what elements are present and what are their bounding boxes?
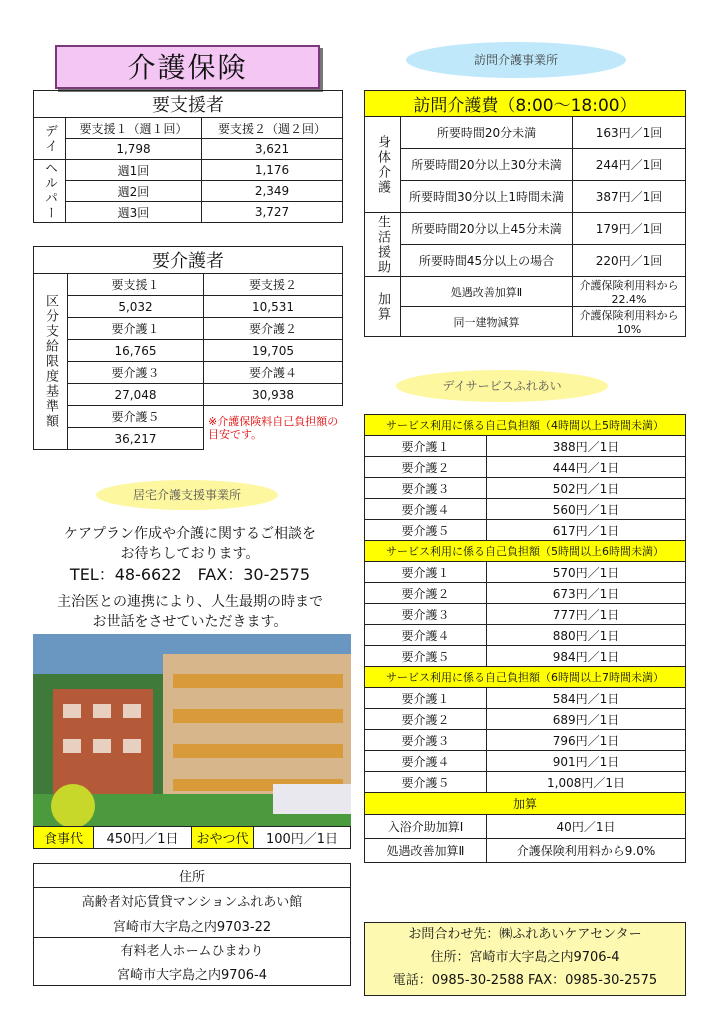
meal-label: 食事代: [34, 827, 94, 849]
contact-line: 電話：0985-30-2588 FAX：0985-30-2575: [392, 973, 658, 988]
day-row-price: 1,008円／1日: [487, 772, 686, 793]
shintai-row-label: 所要時間20分未満: [401, 117, 573, 149]
address-table: [33, 863, 351, 986]
desc-line: 主治医との連携により、人生最期の時まで: [57, 594, 323, 610]
helper-label: ヘルパー: [34, 160, 66, 223]
homon-table: [364, 90, 686, 337]
building-illustration: [33, 634, 351, 826]
day-row-label: 要介護２: [365, 709, 487, 730]
kaigo-cell: 10,531: [204, 296, 343, 318]
day-row-price: 584円／1日: [487, 688, 686, 709]
kasan-label: 加算: [365, 277, 401, 337]
shintai-row-label: 所要時間30分以上1時間未満: [401, 181, 573, 213]
seikatsu-row-label: 所要時間20分以上45分未満: [401, 213, 573, 245]
snack-value: 100円／1日: [254, 827, 351, 849]
homon-cloud: 訪問介護事業所: [408, 44, 624, 76]
helper-row-value: 1,176: [202, 160, 343, 181]
day-kasan-label: 入浴介助加算Ⅰ: [365, 815, 487, 839]
helper-row-label: 週3回: [66, 202, 202, 223]
day-row-label: 要介護１: [365, 688, 487, 709]
day-cloud: デイサービスふれあい: [398, 372, 606, 400]
day-row-price: 777円／1日: [487, 604, 686, 625]
day-row-label: 要介護４: [365, 625, 487, 646]
kaigo-cell: 36,217: [68, 428, 204, 450]
kasan-row-label: 同一建物減算: [401, 307, 573, 337]
seikatsu-row-label: 所要時間45分以上の場合: [401, 245, 573, 277]
kaigo-cell: 16,765: [68, 340, 204, 362]
kaigo-cell: 要介護１: [68, 318, 204, 340]
kaigo-cell: 要支援２: [204, 274, 343, 296]
kaigo-cell: 要介護２: [204, 318, 343, 340]
day-row-label: 要介護５: [365, 646, 487, 667]
day-row-label: 要介護４: [365, 499, 487, 520]
kyotaku-desc: [35, 524, 345, 564]
shien-col1: 要支援１（週１回）: [66, 118, 202, 139]
kaigo-cell: 30,938: [204, 384, 343, 406]
shien-table: [33, 90, 343, 223]
shintai-row-price: 244円／1回: [573, 149, 686, 181]
day-row-price: 617円／1日: [487, 520, 686, 541]
kaigo-cell: 5,032: [68, 296, 204, 318]
desc-line: お待ちしております。: [120, 546, 260, 562]
kaigo-cell: 要介護４: [204, 362, 343, 384]
shujii-desc: [30, 592, 350, 632]
day-row-price: 560円／1日: [487, 499, 686, 520]
day-row-price: 880円／1日: [487, 625, 686, 646]
kyotaku-cloud: 居宅介護支援事業所: [98, 482, 276, 508]
helper-row-label: 週1回: [66, 160, 202, 181]
day-row-label: 要介護５: [365, 772, 487, 793]
day-row-price: 388円／1日: [487, 436, 686, 457]
seikatsu-row-price: 220円／1回: [573, 245, 686, 277]
day-row-price: 502円／1日: [487, 478, 686, 499]
kasan-row-price: 介護保険利用料から22.4%: [573, 277, 686, 307]
contact-box: [364, 922, 686, 996]
helper-row-value: 3,727: [202, 202, 343, 223]
kaigo-cell: 19,705: [204, 340, 343, 362]
day-table: [364, 414, 686, 863]
building-photo: [33, 634, 351, 826]
shintai-label: 身体介護: [365, 117, 401, 213]
shintai-row-label: 所要時間20分以上30分未満: [401, 149, 573, 181]
address-line: 高齢者対応賃貸マンションふれあい館: [34, 888, 351, 914]
day-label: デイ: [34, 118, 66, 160]
kaigo-note: ※介護保険料自己負担額の目安です。: [208, 414, 339, 441]
contact-line: お問合わせ先：㈱ふれあいケアセンター: [408, 927, 642, 942]
day-kasan-value: 40円／1日: [487, 815, 686, 839]
desc-line: お世話をさせていただきます。: [92, 614, 288, 630]
kasan-row-label: 処遇改善加算Ⅱ: [401, 277, 573, 307]
day-kasan-heading: 加算: [365, 793, 686, 815]
helper-row-value: 2,349: [202, 181, 343, 202]
shien-heading: 要支援者: [34, 91, 343, 118]
day-section-heading: サービス利用に係る自己負担額（5時間以上6時間未満）: [365, 541, 686, 562]
address-heading: 住所: [34, 864, 351, 888]
homon-title: 訪問介護費（8:00〜18:00）: [365, 91, 686, 117]
snack-label: おやつ代: [192, 827, 254, 849]
day-value-1: 1,798: [66, 139, 202, 160]
day-row-label: 要介護２: [365, 583, 487, 604]
day-row-label: 要介護１: [365, 562, 487, 583]
address-line: 宮崎市大字島之内9706-4: [34, 962, 351, 986]
day-row-label: 要介護３: [365, 478, 487, 499]
day-row-price: 984円／1日: [487, 646, 686, 667]
kasan-row-price: 介護保険利用料から10%: [573, 307, 686, 337]
day-row-price: 901円／1日: [487, 751, 686, 772]
kaigo-cell: 要介護３: [68, 362, 204, 384]
meal-value: 450円／1日: [94, 827, 192, 849]
meal-table: [33, 826, 351, 849]
day-row-label: 要介護４: [365, 751, 487, 772]
helper-row-label: 週2回: [66, 181, 202, 202]
page-title: 介護保険: [55, 45, 320, 89]
day-row-price: 689円／1日: [487, 709, 686, 730]
address-line: 有料老人ホームひまわり: [34, 938, 351, 962]
day-row-label: 要介護３: [365, 730, 487, 751]
day-kasan-label: 処遇改善加算Ⅱ: [365, 839, 487, 863]
desc-line: ケアプラン作成や介護に関するご相談を: [64, 526, 316, 542]
kaigo-cell: 要支援１: [68, 274, 204, 296]
kaigo-side-label: 区分支給限度基準額: [34, 274, 68, 450]
address-line: 宮崎市大字島之内9703-22: [34, 914, 351, 938]
shintai-row-price: 163円／1回: [573, 117, 686, 149]
day-section-heading: サービス利用に係る自己負担額（4時間以上5時間未満）: [365, 415, 686, 436]
day-row-price: 570円／1日: [487, 562, 686, 583]
day-row-label: 要介護１: [365, 436, 487, 457]
day-section-heading: サービス利用に係る自己負担額（6時間以上7時間未満）: [365, 667, 686, 688]
contact-line: 住所：宮崎市大字島之内9706-4: [430, 950, 620, 965]
day-row-label: 要介護５: [365, 520, 487, 541]
day-row-label: 要介護２: [365, 457, 487, 478]
seikatsu-label: 生活援助: [365, 213, 401, 277]
day-row-label: 要介護３: [365, 604, 487, 625]
shien-col2: 要支援２（週２回）: [202, 118, 343, 139]
day-row-price: 673円／1日: [487, 583, 686, 604]
kaigo-table: [33, 246, 343, 450]
seikatsu-row-price: 179円／1回: [573, 213, 686, 245]
tel-fax: TEL：48-6622 FAX：30-2575: [69, 565, 311, 584]
kaigo-cell: 要介護５: [68, 406, 204, 428]
kaigo-cell: 27,048: [68, 384, 204, 406]
day-row-price: 444円／1日: [487, 457, 686, 478]
kaigo-heading: 要介護者: [34, 247, 343, 274]
day-row-price: 796円／1日: [487, 730, 686, 751]
shintai-row-price: 387円／1回: [573, 181, 686, 213]
day-value-2: 3,621: [202, 139, 343, 160]
day-kasan-value: 介護保険利用料から9.0%: [487, 839, 686, 863]
